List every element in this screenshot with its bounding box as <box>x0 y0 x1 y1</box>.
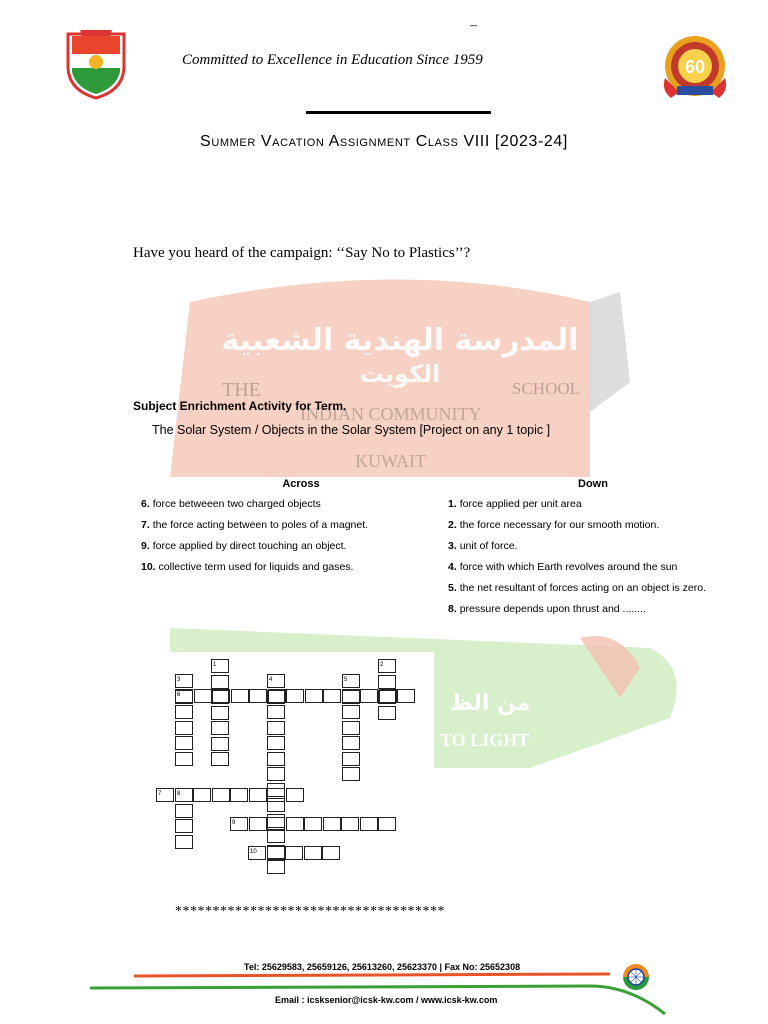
crossword-cell[interactable] <box>378 675 396 689</box>
down-heading: Down <box>578 478 608 490</box>
down-clues <box>448 478 738 623</box>
clue-text: unit of force. <box>459 540 518 552</box>
watermark-bottom-arabic: من الظ <box>450 691 531 716</box>
school-watermark <box>150 262 650 477</box>
watermark-community: INDIAN COMMUNITY <box>300 404 482 424</box>
crossword-cell[interactable] <box>267 721 285 735</box>
crossword-cell[interactable] <box>194 689 212 703</box>
clue-row <box>448 497 738 518</box>
watermark-the: THE <box>222 379 261 401</box>
crossword-cell[interactable] <box>267 705 285 719</box>
crossword-cell[interactable] <box>211 706 229 720</box>
crossword-cell[interactable] <box>267 829 285 843</box>
crossword-cell[interactable] <box>175 721 193 735</box>
crossword-number: 9 <box>232 820 236 826</box>
crossword-cell[interactable] <box>175 819 193 833</box>
crossword-cell[interactable] <box>249 689 267 703</box>
crossword-cell[interactable] <box>212 788 230 802</box>
crossword-cell[interactable] <box>175 835 193 849</box>
crossword-cell[interactable] <box>286 788 304 802</box>
across-clues <box>141 478 431 581</box>
clue-row <box>448 560 738 581</box>
watermark-bottom-text: TO LIGHT <box>440 730 530 750</box>
title-rule <box>306 111 491 114</box>
crossword-cell[interactable] <box>304 846 322 860</box>
crossword-cell[interactable] <box>267 690 285 704</box>
crossword-cell[interactable] <box>342 736 360 750</box>
clue-text: force applied by direct touching an object. <box>152 540 347 552</box>
clue-row <box>448 581 738 602</box>
crossword-cell[interactable] <box>267 767 285 781</box>
crossword-cell[interactable] <box>175 736 193 750</box>
watermark-arabic-1: المدرسة الهندية الشعبية <box>221 323 579 358</box>
clue-number: 5. <box>448 582 457 594</box>
footer-email: Email : icsksenior@icsk-kw.com / www.icsk-kw.com <box>275 995 498 1005</box>
crossword-cell[interactable] <box>378 817 396 831</box>
crossword-cell[interactable] <box>341 817 359 831</box>
crossword-cell[interactable] <box>285 846 303 860</box>
crossword-number: 10 <box>250 849 257 855</box>
crossword-number: 5 <box>344 677 348 683</box>
crossword-cell[interactable] <box>249 788 267 802</box>
footer-decorative-lines <box>90 972 670 1016</box>
clue-row <box>141 497 431 518</box>
clue-text: the force acting between to poles of a magnet. <box>152 519 369 531</box>
crossword-cell[interactable] <box>175 705 193 719</box>
crossword-cell[interactable] <box>267 860 285 874</box>
crossword-cell[interactable] <box>230 788 248 802</box>
watermark-school: SCHOOL <box>512 379 581 398</box>
clue-row <box>448 539 738 560</box>
clue-row <box>141 518 431 539</box>
clue-number: 8. <box>448 603 457 615</box>
school-crest-logo <box>60 22 132 100</box>
clue-text: the force necessary for our smooth motion. <box>459 519 660 531</box>
campaign-question: Have you heard of the campaign: ‘‘Say No to Plastics’’? <box>133 245 471 261</box>
clue-text: force applied per unit area <box>459 498 582 510</box>
page-title: Summer Vacation Assignment Class VIII [2023-24] <box>200 133 568 150</box>
crossword-cell[interactable] <box>360 817 378 831</box>
crossword-number: 8 <box>177 791 181 797</box>
crossword-number: 2 <box>380 662 384 668</box>
watermark-kuwait: KUWAIT <box>355 451 426 471</box>
clue-number: 4. <box>448 561 457 573</box>
crossword-cell[interactable] <box>378 706 396 720</box>
watermark-arabic-2: الكويت <box>359 360 441 388</box>
crossword-cell[interactable] <box>397 689 415 703</box>
crossword-cell[interactable] <box>322 846 340 860</box>
badge-number: 60 <box>684 57 706 77</box>
ashoka-chakra-icon <box>621 962 651 992</box>
clue-text: pressure depends upon thrust and ........ <box>459 603 646 615</box>
clue-number: 9. <box>141 540 150 552</box>
crossword-number: 1 <box>213 662 217 668</box>
footer-telephone: Tel: 25629583, 25659126, 25613260, 25623370 | Fax No: 25652308 <box>244 962 521 972</box>
clue-row <box>448 602 738 623</box>
crossword-cell[interactable] <box>267 788 285 802</box>
clue-text: force with which Earth revolves around the sun <box>459 561 678 573</box>
clue-row <box>141 560 431 581</box>
crossword-cell[interactable] <box>323 817 341 831</box>
crossword-cell[interactable] <box>267 752 285 766</box>
crossword-number: 3 <box>177 677 181 683</box>
tagline: Committed to Excellence in Education Since 1959 <box>182 52 483 68</box>
crossword-cell[interactable] <box>267 817 285 831</box>
clue-number: 2. <box>448 519 457 531</box>
clue-number: 10. <box>141 561 156 573</box>
crossword-cell[interactable] <box>342 721 360 735</box>
crossword-cell[interactable] <box>211 737 229 751</box>
crossword-number: 7 <box>158 791 162 797</box>
crossword-cell[interactable] <box>323 689 341 703</box>
crossword-cell[interactable] <box>342 690 360 704</box>
clue-number: 6. <box>141 498 150 510</box>
clue-number: 1. <box>448 498 457 510</box>
crossword-cell[interactable] <box>211 752 229 766</box>
crossword-number: 6 <box>177 692 181 698</box>
crossword-cell[interactable] <box>360 689 378 703</box>
crossword-cell[interactable] <box>286 817 304 831</box>
crossword-cell[interactable] <box>342 752 360 766</box>
crossword-cell[interactable] <box>286 689 304 703</box>
enrichment-heading: Subject Enrichment Activity for Term. <box>133 399 347 413</box>
crossword-cell[interactable] <box>249 817 267 831</box>
separator-stars: ************************************ <box>175 904 445 919</box>
clue-text: the net resultant of forces acting on an object is zero. <box>459 582 706 594</box>
crossword-cell[interactable] <box>175 752 193 766</box>
crossword-cell[interactable] <box>267 846 285 860</box>
crossword-cell[interactable] <box>342 767 360 781</box>
crossword-cell[interactable] <box>378 690 396 704</box>
crossword-cell[interactable] <box>304 817 322 831</box>
clue-row <box>448 518 738 539</box>
crossword-cell[interactable] <box>231 689 249 703</box>
across-heading: Across <box>282 478 320 490</box>
clue-number: 7. <box>141 519 150 531</box>
crossword-cell[interactable] <box>267 736 285 750</box>
crossword-number: 4 <box>269 677 273 683</box>
crossword-cell[interactable] <box>211 675 229 689</box>
clue-text: collective term used for liquids and gases. <box>158 561 354 573</box>
clue-number: 3. <box>448 540 457 552</box>
header-dash: – <box>470 18 477 33</box>
crossword-cell[interactable] <box>211 721 229 735</box>
crossword-cell[interactable] <box>342 705 360 719</box>
anniversary-badge-logo <box>655 28 735 108</box>
clue-text: force betweeen two charged objects <box>152 498 321 510</box>
crossword-cell[interactable] <box>193 788 211 802</box>
crossword-cell[interactable] <box>305 689 323 703</box>
crossword-cell[interactable] <box>211 690 229 704</box>
crossword-cell[interactable] <box>175 804 193 818</box>
solar-system-line: The Solar System / Objects in the Solar System [Project on any 1 topic ] <box>152 423 551 437</box>
clue-row <box>141 539 431 560</box>
